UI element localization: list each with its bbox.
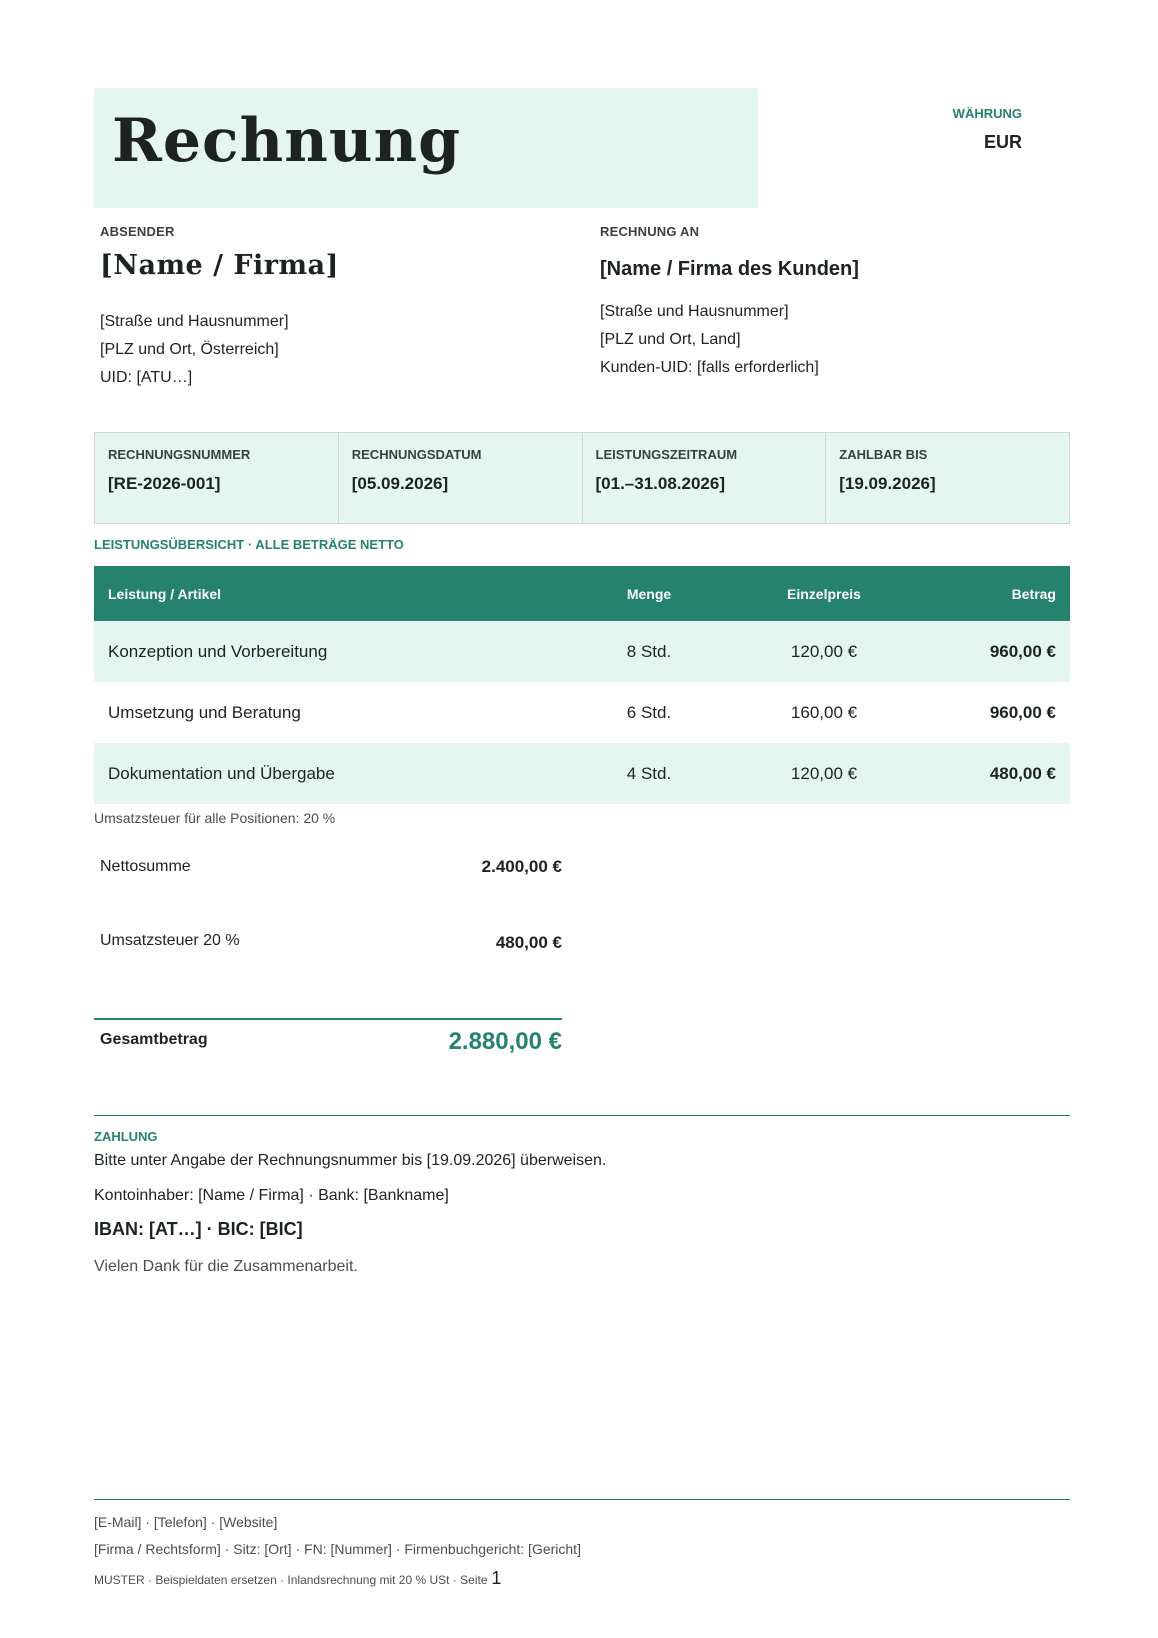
meta-service-period [583, 433, 827, 523]
totals-divider [94, 1018, 562, 1020]
payment-account: Kontoinhaber: [Name / Firma] · Bank: [Bankname] [94, 1187, 449, 1204]
table-header [94, 566, 1070, 621]
meta-label: LEISTUNGSZEITRAUM [595, 447, 738, 462]
sender-name: [Name / Firma] [100, 250, 339, 281]
item-description: Dokumentation und Übergabe [108, 763, 335, 783]
payment-divider [94, 1115, 1070, 1116]
meta-value: [RE-2026-001] [108, 474, 221, 493]
net-sum-value: 2.400,00 € [481, 857, 562, 876]
currency-value: EUR [983, 132, 1022, 152]
column-header-quantity: Menge [626, 585, 672, 602]
sender-address-line: [Straße und Hausnummer] [100, 313, 289, 330]
recipient-address [600, 298, 819, 382]
meta-label: RECHNUNGSDATUM [351, 447, 482, 462]
item-description: Umsetzung und Beratung [108, 702, 301, 722]
sender-label: ABSENDER [100, 224, 175, 239]
total-label: Gesamtbetrag [100, 1031, 208, 1048]
footer-company: [Firma / Rechtsform] · Sitz: [Ort] · FN: [Nummer] · Firmenbuchgericht: [Gericht] [94, 1541, 581, 1557]
column-header-description: Leistung / Artikel [108, 585, 222, 602]
item-quantity: 6 Std. [626, 702, 672, 722]
vat-sum-value: 480,00 € [495, 933, 562, 952]
meta-value: [19.09.2026] [839, 474, 936, 493]
table-row [94, 743, 1070, 804]
meta-due-date [826, 433, 1069, 523]
column-header-unit-price: Einzelpreis [787, 585, 861, 602]
item-quantity: 4 Std. [626, 763, 672, 783]
total-value: 2.880,00 € [448, 1028, 562, 1055]
vat-note: Umsatzsteuer für alle Positionen: 20 % [94, 810, 336, 826]
item-unit-price: 120,00 € [790, 641, 858, 661]
thanks-note: Vielen Dank für die Zusammenarbeit. [94, 1258, 358, 1275]
vat-sum-label: Umsatzsteuer 20 % [100, 932, 240, 949]
page-number: 1 [491, 1568, 502, 1588]
net-sum-label: Nettosumme [100, 858, 191, 875]
footer-contact: [E-Mail] · [Telefon] · [Website] [94, 1514, 278, 1530]
sender-address-line: UID: [ATU…] [100, 369, 193, 386]
meta-label: ZAHLBAR BIS [839, 447, 928, 462]
item-quantity: 8 Std. [626, 641, 672, 661]
item-unit-price: 160,00 € [790, 702, 858, 722]
currency-label: WÄHRUNG [952, 106, 1022, 121]
meta-invoice-date [339, 433, 583, 523]
invoice-meta [94, 432, 1070, 524]
table-row [94, 621, 1070, 682]
meta-label: RECHNUNGSNUMMER [108, 447, 251, 462]
table-row [94, 682, 1070, 743]
recipient-address-line: Kunden-UID: [falls erforderlich] [600, 359, 819, 376]
payment-instruction: Bitte unter Angabe der Rechnungsnummer bis [19.09.2026] überweisen. [94, 1152, 607, 1169]
recipient-name: [Name / Firma des Kunden] [600, 258, 859, 280]
document-title: Rechnung [112, 106, 462, 176]
recipient-address-line: [PLZ und Ort, Land] [600, 331, 741, 348]
item-amount: 480,00 € [989, 763, 1056, 783]
item-amount: 960,00 € [989, 641, 1056, 661]
payment-label: ZAHLUNG [94, 1129, 158, 1144]
sender-address-line: [PLZ und Ort, Österreich] [100, 341, 279, 358]
items-caption: LEISTUNGSÜBERSICHT · ALLE BETRÄGE NETTO [94, 537, 404, 552]
item-description: Konzeption und Vorbereitung [108, 641, 328, 661]
meta-invoice-number [95, 433, 339, 523]
title-box [94, 88, 758, 208]
payment-iban: IBAN: [AT…] · BIC: [BIC] [94, 1219, 303, 1239]
sender-address [100, 308, 289, 392]
footer-note: MUSTER · Beispieldaten ersetzen · Inlandsrechnung mit 20 % USt · Seite [94, 1573, 488, 1587]
meta-value: [05.09.2026] [351, 474, 449, 493]
column-header-amount: Betrag [1011, 585, 1056, 602]
footer-note-line [94, 1568, 501, 1589]
meta-value: [01.–31.08.2026] [595, 474, 725, 493]
item-amount: 960,00 € [989, 702, 1056, 722]
items-table [94, 566, 1070, 804]
recipient-label: RECHNUNG AN [600, 224, 700, 239]
recipient-address-line: [Straße und Hausnummer] [600, 303, 789, 320]
footer-divider [94, 1499, 1070, 1500]
item-unit-price: 120,00 € [790, 763, 858, 783]
